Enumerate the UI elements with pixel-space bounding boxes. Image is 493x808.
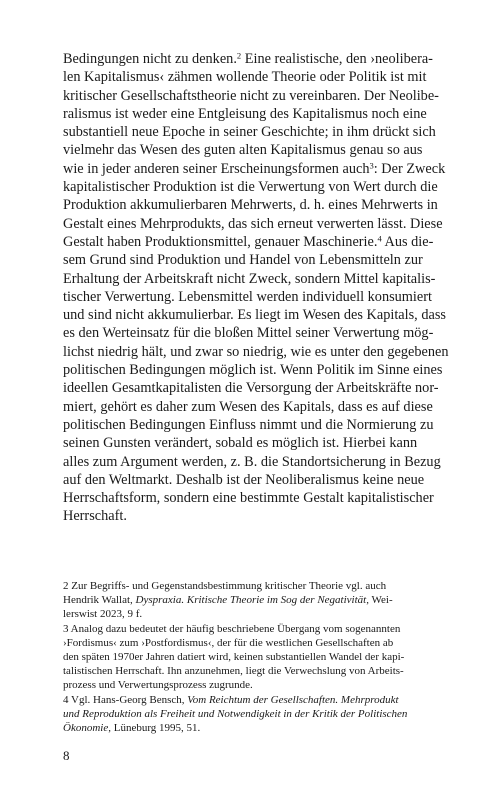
footnote-line: 3 Analog dazu bedeutet der häufig beschriebene Übergang vom sogenannten xyxy=(63,622,401,635)
footnote-line: 4 Vgl. Hans-Georg Bensch, Vom Reichtum der Gesellschaften. Mehrprodukt xyxy=(63,693,399,706)
body-line: sem Grund sind Produktion und Handel von Lebensmitteln zur xyxy=(63,252,423,269)
footnote-line: lerswist 2023, 9 f. xyxy=(63,608,143,621)
body-line: Gestalt haben Produktionsmittel, genauer Maschinerie.$^4$ Aus die- xyxy=(63,233,434,250)
body-line: politischen Bedingungen Einfluss nimmt und die Normierung zu xyxy=(63,416,434,433)
footnote-line: Ökonomie, Lüneburg 1995, 51. xyxy=(63,721,201,734)
body-paragraph xyxy=(63,50,449,526)
body-line: vielmehr das Wesen des guten alten Kapitalismus genau so aus xyxy=(63,142,423,159)
body-line: substantiell neue Epoche in seiner Geschichte; in ihm drückt sich xyxy=(63,124,436,141)
footnote-marker: 3 xyxy=(369,160,374,171)
body-line: seinen Gunsten verändert, sobald es möglich ist. Hierbei kann xyxy=(63,435,418,452)
footnote xyxy=(63,693,431,736)
body-line: und sind nicht akkumulierbar. Es liegt im Wesen des Kapitals, dass xyxy=(63,307,446,324)
body-line: Herrschaftsform, sondern eine bestimmte Gestalt kapitalistischer xyxy=(63,490,434,507)
body-line: auf den Weltmarkt. Deshalb ist der Neoliberalismus keine neue xyxy=(63,471,425,488)
body-line: lichst niedrig hält, und zwar so niedrig, wie es unter den gegebenen xyxy=(63,343,449,360)
footnote xyxy=(63,579,431,622)
body-line: es den Werteinsatz für die bloßen Mittel seiner Verwertung mög- xyxy=(63,325,434,342)
footnote-line: talistischen Herrschaft. Ihn anzunehmen, liegt die Verwechslung von Arbeits- xyxy=(63,665,404,678)
page-number: 8 xyxy=(63,748,70,763)
footnote-line: Hendrik Wallat, Dyspraxia. Kritische Theorie im Sog der Negativität, Wei- xyxy=(63,594,393,607)
footnote-line: ›Fordismus‹ zum ›Postfordismus‹, der für die westlichen Gesellschaften ab xyxy=(63,636,394,649)
body-line: Bedingungen nicht zu denken.$^2$ Eine realistische, den ›neolibera- xyxy=(63,50,433,67)
body-line: tischer Verwertung. Lebensmittel werden individuell konsumiert xyxy=(63,288,432,305)
footnote-marker: 2 xyxy=(236,50,242,61)
body-line: kapitalistischer Produktion ist die Verwertung von Wert durch die xyxy=(63,179,438,196)
body-line: ideellen Gesamtkapitalisten die Versorgung der Arbeitskräfte nor- xyxy=(63,380,439,397)
body-line: wie in jeder anderen seiner Erscheinungsformen auch$^3$: Der Zweck xyxy=(63,160,446,177)
body-line: Herrschaft. xyxy=(63,508,127,525)
footnote-line: prozess und Verwertungsprozess zugrunde. xyxy=(63,679,253,692)
body-line: ralismus ist weder eine Entgleisung des Kapitalismus noch eine xyxy=(63,105,427,122)
footnote-line: den späten 1970er Jahren datiert wird, keinen substantiellen Wandel der kapi- xyxy=(63,650,405,663)
body-line: Produktion akkumulierbaren Mehrwerts, d. h. eines Mehrwerts in xyxy=(63,197,438,214)
body-line: kritischer Gesellschaftstheorie nicht zu vereinbaren. Der Neolibe- xyxy=(63,87,439,104)
body-line: politischen Bedingungen möglich ist. Wenn Politik im Sinne eines xyxy=(63,362,443,379)
body-line: len Kapitalismus‹ zähmen wollende Theorie oder Politik ist mit xyxy=(63,69,427,86)
body-line: miert, gehört es daher zum Wesen des Kapitals, dass es auf diese xyxy=(63,398,433,415)
body-line: Gestalt eines Mehrprodukts, das sich erneut verwerten lässt. Diese xyxy=(63,215,443,232)
footnote-line: und Reproduktion als Freiheit und Notwendigkeit in der Kritik der Politischen xyxy=(63,707,408,720)
footnote-line: 2 Zur Begriffs- und Gegenstandsbestimmung kritischer Theorie vgl. auch xyxy=(63,580,387,592)
footnotes xyxy=(63,579,431,735)
body-line: Erhaltung der Arbeitskraft nicht Zweck, sondern Mittel kapitalis- xyxy=(63,270,436,287)
body-line: alles zum Argument werden, z. B. die Standortsicherung in Bezug xyxy=(63,453,441,470)
footnote-marker: 4 xyxy=(377,233,382,244)
footnote xyxy=(63,622,431,693)
